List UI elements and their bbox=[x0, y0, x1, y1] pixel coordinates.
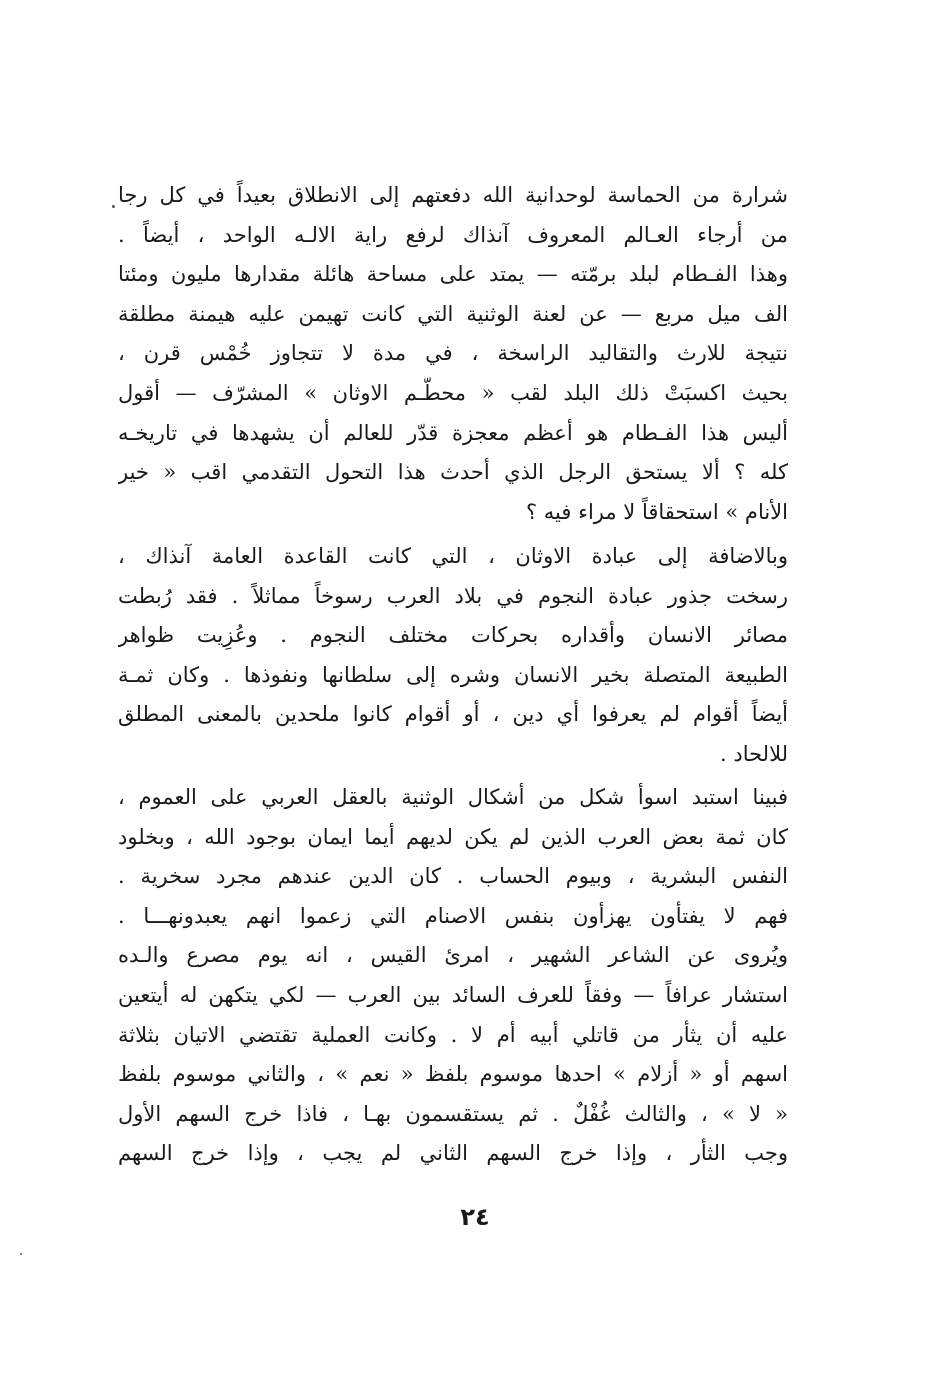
text-line: اسهم أو « أزلام » احدها موسوم بلفظ « نعم » ، والثاني موسوم بلفظ bbox=[118, 1062, 788, 1087]
text-line: الطبيعة المتصلة بخير الانسان وشره إلى سلطانها ونفوذها . وكان ثمـة bbox=[118, 662, 788, 687]
text-line: النفس البشرية ، وبيوم الحساب . كان الدين عندهم مجرد سخرية . bbox=[118, 864, 788, 889]
text-line: رسخت جذور عبادة النجوم في بلاد العرب رسوخاً مماثلاً . فقد رُبطت bbox=[118, 583, 788, 608]
paragraph-2 bbox=[118, 537, 788, 775]
text-line: للالحاد . bbox=[720, 741, 788, 766]
text-line: وهذا الفـطام لبلد برمّته — يمتد على مساحة هائلة مقدارها مليون ومئتا bbox=[118, 262, 788, 287]
text-line: استشار عرافاً — وفقاً للعرف السائد بين العرب — لكي يتكهن له أيتعين bbox=[118, 982, 788, 1007]
text-line: فبينا استبد اسوأ شكل من أشكال الوثنية بالعقل العربي على العموم ، bbox=[118, 785, 788, 809]
text-line: شرارة من الحماسة لوحدانية الله دفعتهم إلى الانطلاق بعيداً في كل رجا bbox=[118, 183, 788, 207]
scan-speck bbox=[20, 1253, 22, 1255]
text-line: أيضاً أقوام لم يعرفوا أي دين ، أو أقوام كانوا ملحدين بالمعنى المطلق bbox=[118, 702, 788, 727]
page-number: ٢٤ bbox=[460, 1203, 490, 1231]
text-line: الأنام » استحقاقاً لا مراء فيه ؟ bbox=[525, 499, 788, 524]
text-line: « لا » ، والثالث غُفْلٌ . ثم يستقسمون بهـا ، فاذا خرج السهم الأول bbox=[118, 1101, 788, 1126]
text-line: وجب الثأر ، وإذا خرج السهم الثاني لم يجب ، وإذا خرج السهم bbox=[118, 1141, 788, 1166]
text-line: الف ميل مربع — عن لعنة الوثنية التي كانت تهيمن عليه هيمنة مطلقة bbox=[118, 301, 788, 326]
scan-speck bbox=[112, 205, 115, 208]
text-line: أليس هذا الفـطام هو أعظم معجزة قدّر للعالم أن يشهدها في تاريخـه bbox=[118, 420, 788, 445]
text-line: بحيث اكسبَتْ ذلك البلد لقب « محطّـم الاوثان » المشرّف — أقول bbox=[118, 380, 788, 405]
text-line: وبالاضافة إلى عبادة الاوثان ، التي كانت القاعدة العامة آنذاك ، bbox=[118, 544, 788, 568]
text-line: كله ؟ ألا يستحق الرجل الذي أحدث هذا التحول التقدمي اقب « خير bbox=[118, 460, 788, 485]
text-line: فهم لا يفتأون يهزأون بنفس الاصنام التي زعموا انهم يعبدونهـــا . bbox=[118, 903, 788, 928]
text-line: عليه أن يثأر من قاتلي أبيه أم لا . وكانت العملية تقتضي الاتيان بثلاثة bbox=[118, 1022, 788, 1047]
text-line: نتيجة للارث والتقاليد الراسخة ، في مدة لا تتجاوز خُمْس قرن ، bbox=[118, 341, 788, 366]
text-line: ويُروى عن الشاعر الشهير ، امرئ القيس ، انه يوم مصرع والـده bbox=[118, 943, 788, 968]
paragraph-3 bbox=[118, 778, 788, 1174]
paragraph-1 bbox=[118, 176, 788, 532]
text-line: من أرجاء العـالم المعروف آنذاك لرفع راية الالـه الواحد ، أيضاً . bbox=[118, 222, 788, 247]
text-line: مصائر الانسان وأقداره بحركات مختلف النجوم . وعُزِيت ظواهر bbox=[118, 623, 788, 648]
text-line: كان ثمة بعض العرب الذين لم يكن لديهم أيما ايمان بوجود الله ، وبخلود bbox=[118, 824, 788, 849]
